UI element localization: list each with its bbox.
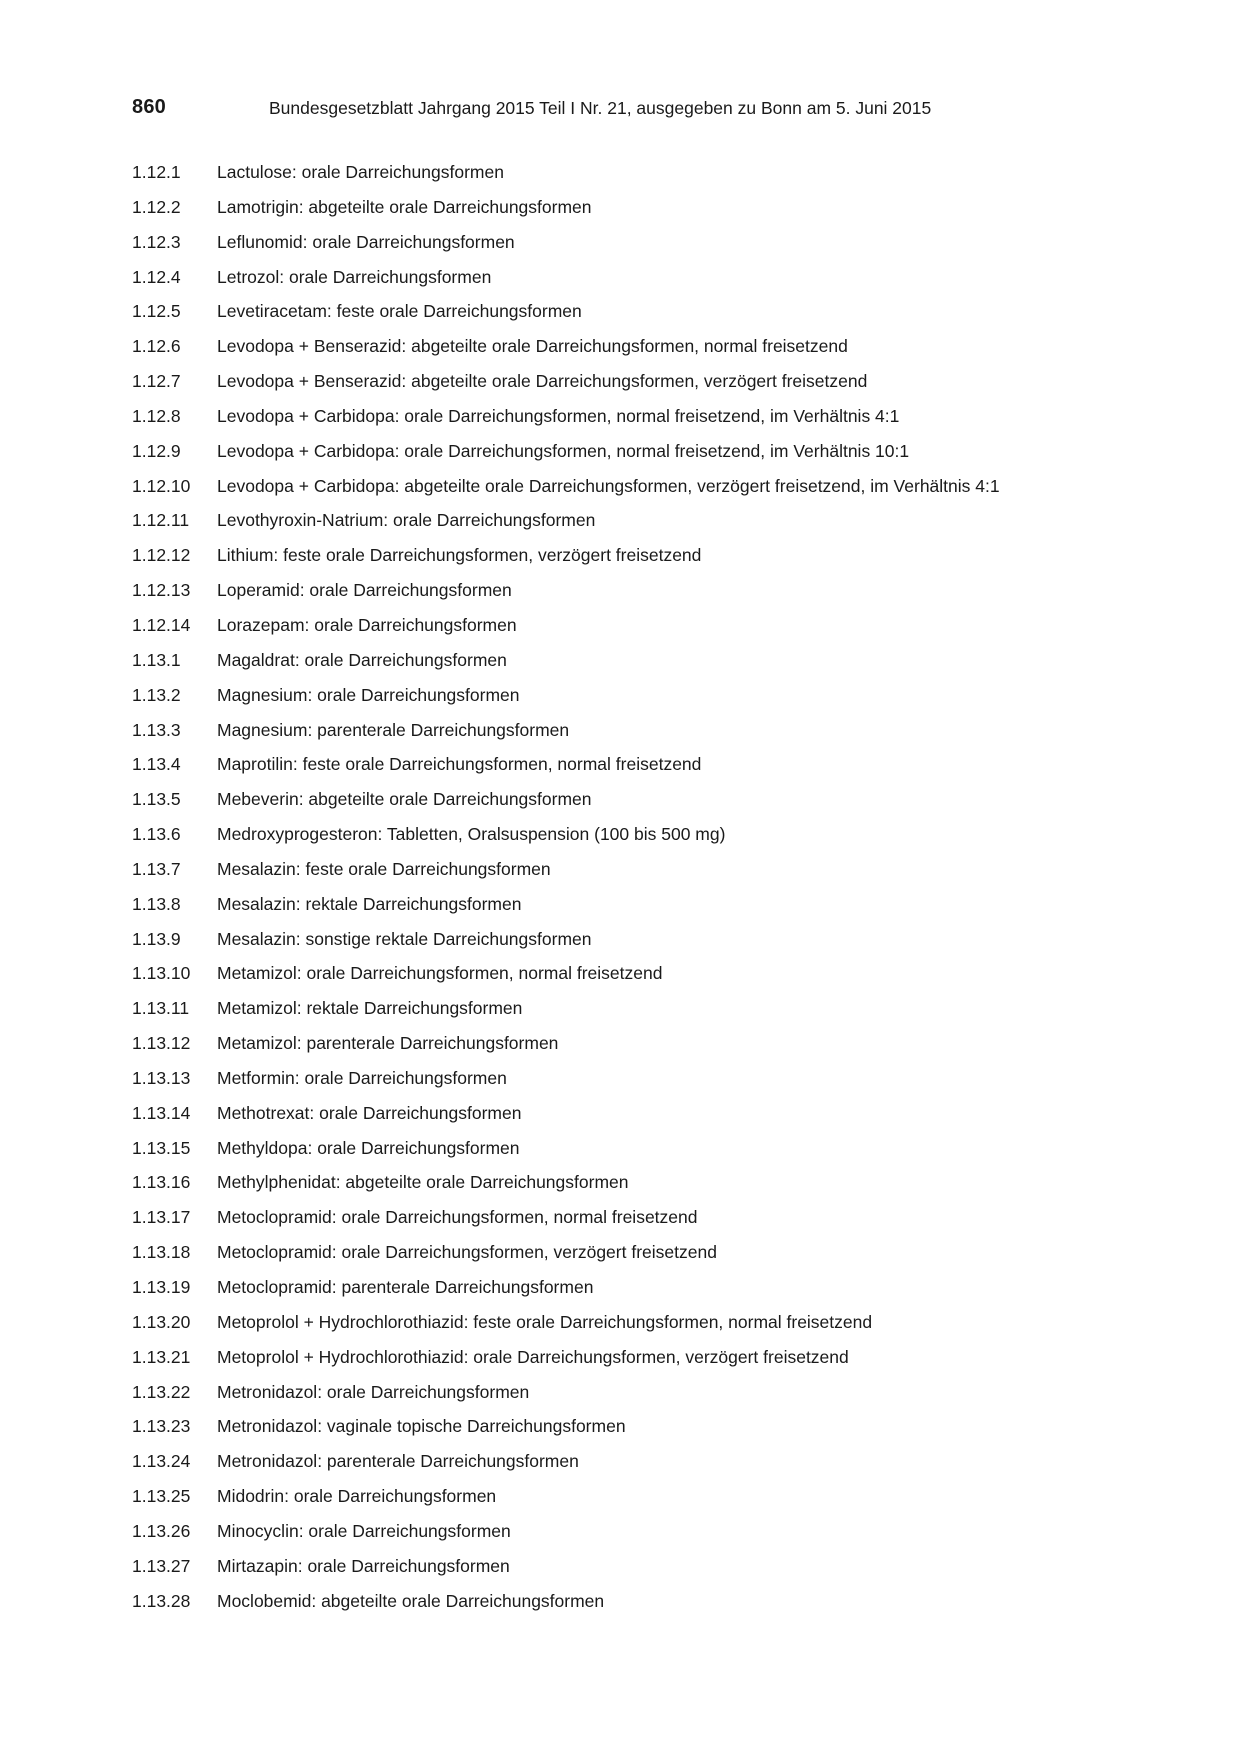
entry-text: Metoclopramid: orale Darreichungsformen, verzögert freisetzend — [217, 1242, 717, 1263]
entry-text: Metoclopramid: parenterale Darreichungsformen — [217, 1277, 594, 1297]
entry-number: 1.13.25 — [132, 1486, 191, 1507]
entry-number: 1.12.8 — [132, 405, 181, 426]
list-item — [132, 788, 1132, 823]
entry-number: 1.13.1 — [132, 649, 181, 670]
list-item — [132, 858, 1132, 893]
list-item — [132, 1555, 1132, 1590]
entry-number: 1.12.7 — [132, 371, 181, 392]
entry-number: 1.12.1 — [132, 162, 181, 182]
list-item — [132, 1067, 1132, 1102]
entry-text: Metamizol: parenterale Darreichungsformen — [217, 1033, 559, 1054]
list-item — [132, 823, 1132, 858]
entry-number: 1.12.6 — [132, 336, 181, 357]
entry-text: Loperamid: orale Darreichungsformen — [217, 580, 512, 601]
entry-text: Mesalazin: feste orale Darreichungsformen — [217, 858, 551, 879]
entry-text: Lithium: feste orale Darreichungsformen, verzögert freisetzend — [217, 545, 702, 566]
entry-number: 1.13.14 — [132, 1102, 191, 1123]
entry-text: Levodopa + Benserazid: abgeteilte orale Darreichungsformen, normal freisetzend — [217, 336, 848, 357]
entry-number: 1.13.9 — [132, 928, 181, 949]
entry-text: Medroxyprogesteron: Tabletten, Oralsuspension (100 bis 500 mg) — [217, 824, 726, 845]
list-item — [132, 1346, 1132, 1381]
entry-text: Mesalazin: sonstige rektale Darreichungsformen — [217, 928, 592, 949]
entry-text: Metformin: orale Darreichungsformen — [217, 1067, 507, 1088]
list-item — [132, 614, 1132, 649]
entry-text: Levodopa + Carbidopa: orale Darreichungsformen, normal freisetzend, im Verhältnis 4:1 — [217, 405, 900, 426]
running-head: Bundesgesetzblatt Jahrgang 2015 Teil I Nr. 21, ausgegeben zu Bonn am 5. Juni 2015 — [269, 98, 932, 118]
list-item — [132, 1241, 1132, 1276]
entry-text: Methyldopa: orale Darreichungsformen — [217, 1137, 520, 1158]
list-item — [132, 1032, 1132, 1067]
entry-number: 1.13.18 — [132, 1242, 191, 1263]
entry-text: Maprotilin: feste orale Darreichungsformen, normal freisetzend — [217, 754, 702, 775]
entry-number: 1.13.16 — [132, 1172, 191, 1193]
entry-text: Lorazepam: orale Darreichungsformen — [217, 614, 517, 635]
entry-text: Minocyclin: orale Darreichungsformen — [217, 1520, 511, 1541]
entry-text: Metoclopramid: orale Darreichungsformen, normal freisetzend — [217, 1207, 698, 1228]
entry-number: 1.12.2 — [132, 196, 181, 217]
list-item — [132, 684, 1132, 719]
entry-number: 1.12.12 — [132, 545, 191, 566]
list-item — [132, 1102, 1132, 1137]
page-header — [132, 96, 1132, 126]
list-item — [132, 475, 1132, 510]
list-item — [132, 544, 1132, 579]
entry-number: 1.13.27 — [132, 1555, 191, 1576]
list-item — [132, 962, 1132, 997]
entry-number: 1.13.2 — [132, 684, 181, 705]
entry-number: 1.13.17 — [132, 1207, 191, 1228]
entry-number: 1.13.19 — [132, 1277, 191, 1297]
entry-text: Mebeverin: abgeteilte orale Darreichungsformen — [217, 789, 592, 810]
entry-text: Mirtazapin: orale Darreichungsformen — [217, 1555, 510, 1576]
entry-number: 1.13.28 — [132, 1590, 191, 1611]
list-item — [132, 1206, 1132, 1241]
list-item — [132, 579, 1132, 614]
entry-number: 1.13.5 — [132, 789, 181, 810]
entry-number: 1.13.13 — [132, 1067, 191, 1088]
list-item — [132, 1590, 1132, 1625]
entry-number: 1.13.12 — [132, 1033, 191, 1054]
list-item — [132, 440, 1132, 475]
list-item — [132, 1381, 1132, 1416]
entry-text: Mesalazin: rektale Darreichungsformen — [217, 893, 522, 914]
list-item — [132, 1311, 1132, 1346]
entry-number: 1.13.10 — [132, 963, 191, 984]
entry-number: 1.12.5 — [132, 301, 181, 322]
entry-text: Methylphenidat: abgeteilte orale Darreichungsformen — [217, 1172, 629, 1193]
list-item — [132, 928, 1132, 963]
entry-number: 1.13.15 — [132, 1137, 191, 1158]
entry-text: Levothyroxin-Natrium: orale Darreichungsformen — [217, 510, 596, 531]
entry-text: Levodopa + Benserazid: abgeteilte orale Darreichungsformen, verzögert freisetzend — [217, 371, 868, 392]
entry-text: Metamizol: orale Darreichungsformen, normal freisetzend — [217, 963, 663, 984]
entry-number: 1.13.8 — [132, 893, 181, 914]
entry-text: Magnesium: parenterale Darreichungsformen — [217, 719, 570, 740]
entry-number: 1.13.24 — [132, 1451, 191, 1472]
entry-text: Magnesium: orale Darreichungsformen — [217, 684, 520, 705]
entry-number: 1.13.21 — [132, 1346, 191, 1367]
entry-number: 1.12.14 — [132, 614, 191, 635]
entry-number: 1.12.13 — [132, 580, 191, 601]
entry-number: 1.13.23 — [132, 1416, 191, 1437]
list-item — [132, 509, 1132, 544]
entry-text: Letrozol: orale Darreichungsformen — [217, 266, 492, 287]
list-item — [132, 1520, 1132, 1555]
list-item — [132, 893, 1132, 928]
entry-text: Metronidazol: vaginale topische Darreichungsformen — [217, 1416, 626, 1437]
entry-text: Leflunomid: orale Darreichungsformen — [217, 231, 515, 252]
entry-number: 1.13.22 — [132, 1381, 191, 1402]
entry-number: 1.13.7 — [132, 858, 181, 879]
entry-number: 1.12.4 — [132, 266, 181, 287]
list-item — [132, 266, 1132, 301]
list-item — [132, 997, 1132, 1032]
list-item — [132, 719, 1132, 754]
entry-number: 1.13.11 — [132, 998, 190, 1019]
entry-number: 1.12.11 — [132, 510, 190, 531]
entry-text: Metronidazol: parenterale Darreichungsformen — [217, 1451, 579, 1472]
list-item — [132, 1485, 1132, 1520]
entry-text: Levodopa + Carbidopa: orale Darreichungsformen, normal freisetzend, im Verhältnis 10:1 — [217, 440, 910, 461]
list-item — [132, 405, 1132, 440]
list-item — [132, 161, 1132, 196]
entry-text: Levodopa + Carbidopa: abgeteilte orale Darreichungsformen, verzögert freisetzend, im Verhältnis 4:1 — [217, 475, 1000, 496]
entry-text: Metronidazol: orale Darreichungsformen — [217, 1381, 530, 1402]
entry-text: Metamizol: rektale Darreichungsformen — [217, 998, 523, 1019]
entry-number: 1.12.3 — [132, 231, 181, 252]
entry-number: 1.13.4 — [132, 754, 181, 775]
list-item — [132, 231, 1132, 266]
entry-number: 1.13.20 — [132, 1311, 191, 1332]
entry-text: Moclobemid: abgeteilte orale Darreichungsformen — [217, 1590, 605, 1611]
entry-text: Magaldrat: orale Darreichungsformen — [217, 649, 507, 670]
list-item — [132, 1450, 1132, 1485]
entry-text: Methotrexat: orale Darreichungsformen — [217, 1102, 522, 1123]
list-item — [132, 1276, 1132, 1311]
entry-text: Metoprolol + Hydrochlorothiazid: feste orale Darreichungsformen, normal freisetzend — [217, 1311, 873, 1332]
list-item — [132, 753, 1132, 788]
entry-text: Lamotrigin: abgeteilte orale Darreichungsformen — [217, 196, 592, 217]
entry-number: 1.13.26 — [132, 1520, 191, 1541]
list-item — [132, 1415, 1132, 1450]
list-item — [132, 1171, 1132, 1206]
list-item — [132, 335, 1132, 370]
page-number: 860 — [132, 96, 166, 118]
list-item — [132, 196, 1132, 231]
entry-number: 1.12.9 — [132, 440, 181, 461]
entry-text: Metoprolol + Hydrochlorothiazid: orale Darreichungsformen, verzögert freisetzend — [217, 1346, 849, 1367]
list-item — [132, 300, 1132, 335]
entry-number: 1.12.10 — [132, 475, 191, 496]
entry-number: 1.13.6 — [132, 824, 181, 845]
entry-number: 1.13.3 — [132, 719, 181, 740]
list-item — [132, 1137, 1132, 1172]
entry-text: Levetiracetam: feste orale Darreichungsformen — [217, 301, 582, 322]
list-item — [132, 370, 1132, 405]
entry-list — [132, 161, 1132, 1624]
entry-text: Midodrin: orale Darreichungsformen — [217, 1486, 497, 1507]
entry-text: Lactulose: orale Darreichungsformen — [217, 162, 504, 182]
list-item — [132, 649, 1132, 684]
